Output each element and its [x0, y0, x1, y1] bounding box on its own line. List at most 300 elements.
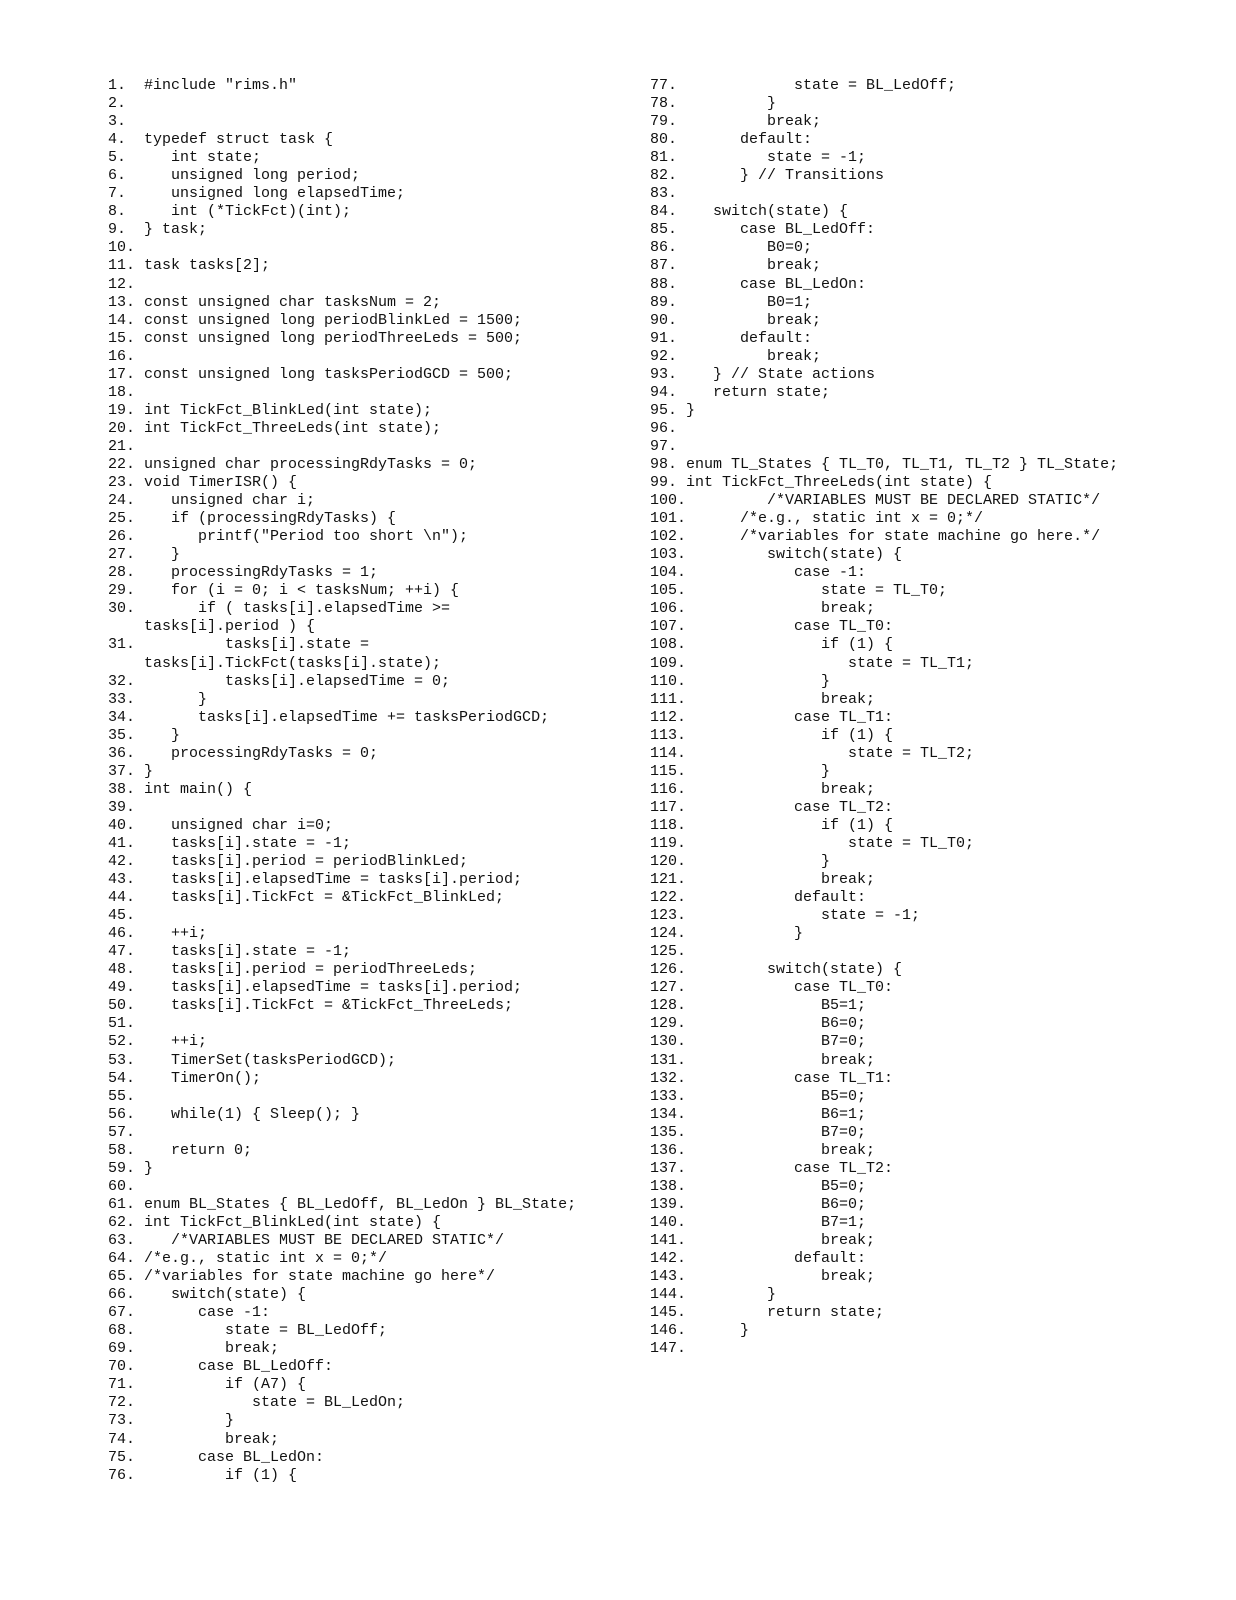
line-number: 48. [108, 961, 136, 979]
line-number: 65. [108, 1268, 136, 1286]
line-number: 24. [108, 492, 136, 510]
line-code: switch(state) { [144, 1286, 307, 1304]
line-number: 114. [650, 744, 687, 762]
line-code: B7=0; [686, 1123, 867, 1141]
code-line [108, 1015, 638, 1033]
line-number: 123. [650, 907, 687, 925]
line-code: tasks[i].elapsedTime += tasksPeriodGCD; [144, 708, 550, 726]
code-line [108, 943, 638, 961]
code-line [108, 655, 638, 673]
line-number: 133. [650, 1087, 687, 1105]
code-line [108, 1431, 638, 1449]
code-line [650, 582, 1210, 600]
code-line [650, 1142, 1210, 1160]
line-number: 20. [108, 419, 136, 437]
line-number: 107. [650, 618, 687, 636]
code-line [650, 1250, 1210, 1268]
line-code: B5=0; [686, 1087, 867, 1105]
line-number: 47. [108, 943, 136, 961]
code-line [650, 384, 1210, 402]
line-number: 112. [650, 708, 687, 726]
code-line [108, 1304, 638, 1322]
line-number: 81. [650, 149, 678, 167]
line-code: break; [686, 1141, 876, 1159]
line-number: 125. [650, 943, 687, 961]
line-code: processingRdyTasks = 0; [144, 744, 379, 762]
code-line [650, 727, 1210, 745]
line-number: 49. [108, 979, 136, 997]
line-number: 73. [108, 1412, 136, 1430]
line-number: 25. [108, 510, 136, 528]
code-line [650, 1286, 1210, 1304]
line-code: case TL_T2: [686, 1159, 894, 1177]
code-line [650, 1052, 1210, 1070]
code-line [650, 745, 1210, 763]
line-code [144, 239, 638, 257]
line-number: 77. [650, 77, 678, 94]
code-line [108, 817, 638, 835]
code-line [108, 348, 638, 366]
code-line [108, 1106, 638, 1124]
line-number: 28. [108, 564, 136, 582]
line-code: default: [686, 131, 813, 149]
code-line [108, 1250, 638, 1268]
code-line [650, 1160, 1210, 1178]
code-line [108, 294, 638, 312]
line-number: 144. [650, 1286, 687, 1304]
line-code: } // State actions [686, 365, 876, 383]
line-code [144, 799, 638, 817]
line-code: int (*TickFct)(int); [144, 203, 352, 221]
code-line [108, 763, 638, 781]
code-line [108, 1232, 638, 1250]
line-code [144, 1015, 638, 1033]
line-number: 12. [108, 275, 136, 293]
code-line [108, 835, 638, 853]
line-number: 39. [108, 798, 136, 816]
code-line [108, 889, 638, 907]
code-line [108, 257, 638, 275]
line-code: tasks[i].elapsedTime = 0; [144, 672, 451, 690]
line-number: 19. [108, 401, 136, 419]
line-number: 71. [108, 1376, 136, 1394]
code-line [108, 600, 638, 618]
line-code: break; [686, 871, 876, 889]
line-number: 97. [650, 437, 678, 455]
code-line [650, 673, 1210, 691]
line-code: } // Transitions [686, 167, 885, 185]
line-number: 46. [108, 925, 136, 943]
line-number: 4. [108, 131, 127, 149]
line-code: B6=1; [686, 1105, 867, 1123]
code-line [650, 113, 1210, 131]
code-line [108, 95, 638, 113]
code-line [650, 889, 1210, 907]
line-code: case -1: [686, 564, 867, 582]
code-line [108, 618, 638, 636]
line-number: 36. [108, 744, 136, 762]
line-code: if (1) { [686, 726, 894, 744]
line-number: 59. [108, 1159, 136, 1177]
line-number: 93. [650, 365, 678, 383]
line-number: 119. [650, 834, 687, 852]
code-line [108, 745, 638, 763]
code-line [108, 979, 638, 997]
line-code: task tasks[2]; [144, 257, 271, 275]
line-number: 86. [650, 239, 678, 257]
line-number: 52. [108, 1033, 136, 1051]
code-line [650, 420, 1210, 438]
code-line [650, 979, 1210, 997]
code-line [650, 1214, 1210, 1232]
line-number: 8. [108, 203, 127, 221]
line-code [144, 907, 638, 925]
code-line [108, 239, 638, 257]
line-code: switch(state) { [686, 961, 903, 979]
line-number: 111. [650, 690, 687, 708]
code-line [108, 276, 638, 294]
line-code [144, 438, 638, 456]
line-code: return state; [686, 383, 831, 401]
line-number: 109. [650, 654, 687, 672]
code-line [108, 564, 638, 582]
line-number: 43. [108, 871, 136, 889]
line-code: return 0; [144, 1141, 253, 1159]
code-line [650, 709, 1210, 727]
line-code: break; [686, 113, 822, 131]
line-code: state = BL_LedOff; [686, 77, 957, 94]
line-number: 80. [650, 131, 678, 149]
line-code: ++i; [144, 1033, 208, 1051]
line-code: switch(state) { [686, 203, 849, 221]
line-number: 51. [108, 1015, 136, 1033]
line-code: } [686, 401, 696, 419]
code-line [650, 203, 1210, 221]
line-number: 130. [650, 1033, 687, 1051]
line-code: if (1) { [686, 816, 894, 834]
line-code [686, 185, 1210, 203]
line-code: /*variables for state machine go here*/ [144, 1268, 496, 1286]
line-code: TimerSet(tasksPeriodGCD); [144, 1051, 397, 1069]
line-code: case TL_T2: [686, 798, 894, 816]
code-line [650, 997, 1210, 1015]
line-code: case TL_T0: [686, 979, 894, 997]
code-line [108, 546, 638, 564]
line-code [686, 943, 1210, 961]
code-line [650, 528, 1210, 546]
line-number: 90. [650, 311, 678, 329]
line-number: 70. [108, 1358, 136, 1376]
line-code: case -1: [144, 1304, 271, 1322]
line-code: case TL_T1: [686, 1069, 894, 1087]
line-code: B0=1; [686, 293, 813, 311]
line-code: tasks[i].state = -1; [144, 834, 352, 852]
line-number: 37. [108, 762, 136, 780]
code-line [650, 600, 1210, 618]
line-number: 41. [108, 834, 136, 852]
line-number: 26. [108, 528, 136, 546]
code-line [108, 1033, 638, 1051]
line-number: 42. [108, 853, 136, 871]
line-number: 91. [650, 329, 678, 347]
line-code: } [686, 762, 831, 780]
line-number: 96. [650, 419, 678, 437]
line-code: B5=1; [686, 997, 867, 1015]
line-number: 132. [650, 1069, 687, 1087]
line-number: 131. [650, 1051, 687, 1069]
line-number: 64. [108, 1250, 136, 1268]
line-number: 121. [650, 871, 687, 889]
line-number: 63. [108, 1232, 136, 1249]
line-number: 53. [108, 1051, 136, 1069]
code-line [650, 1124, 1210, 1142]
line-code: } [144, 546, 181, 564]
code-line [650, 276, 1210, 294]
code-line [108, 1178, 638, 1196]
line-number: 44. [108, 889, 136, 907]
line-code: typedef struct task { [144, 131, 334, 149]
code-line [108, 1196, 638, 1214]
code-line [650, 1322, 1210, 1340]
line-code: case BL_LedOn: [144, 1448, 325, 1466]
code-line [108, 492, 638, 510]
line-code: /*VARIABLES MUST BE DECLARED STATIC*/ [144, 1232, 505, 1249]
line-code: break; [686, 1268, 876, 1286]
line-code [144, 113, 638, 131]
line-number: 17. [108, 365, 136, 383]
line-number: 99. [650, 474, 678, 492]
code-line [650, 853, 1210, 871]
code-line [108, 781, 638, 799]
line-code: break; [686, 690, 876, 708]
code-line [650, 510, 1210, 528]
code-line [650, 1033, 1210, 1051]
line-number: 82. [650, 167, 678, 185]
line-number: 137. [650, 1159, 687, 1177]
line-code: break; [144, 1430, 280, 1448]
code-line [108, 167, 638, 185]
line-number: 7. [108, 185, 127, 203]
line-code [686, 438, 1210, 456]
line-number: 35. [108, 726, 136, 744]
line-number: 40. [108, 816, 136, 834]
line-number: 34. [108, 708, 136, 726]
line-code: if (processingRdyTasks) { [144, 510, 397, 528]
line-number: 113. [650, 726, 687, 744]
line-code [144, 276, 638, 294]
code-line [650, 366, 1210, 384]
line-number: 87. [650, 257, 678, 275]
line-code: state = TL_T2; [686, 744, 975, 762]
line-number: 62. [108, 1213, 136, 1231]
line-code [144, 348, 638, 366]
line-code: /*e.g., static int x = 0;*/ [686, 510, 984, 528]
line-code: unsigned char i; [144, 492, 316, 510]
code-line [650, 1106, 1210, 1124]
line-number: 32. [108, 672, 136, 690]
line-code: /*VARIABLES MUST BE DECLARED STATIC*/ [686, 492, 1101, 510]
line-code: int main() { [144, 780, 253, 798]
code-line [108, 907, 638, 925]
code-line [108, 1449, 638, 1467]
code-line [108, 149, 638, 167]
line-number: 69. [108, 1340, 136, 1358]
line-number: 129. [650, 1015, 687, 1033]
line-code: int TickFct_ThreeLeds(int state); [144, 419, 442, 437]
line-number: 117. [650, 798, 687, 816]
line-code: state = BL_LedOff; [144, 1322, 388, 1340]
line-code: B5=0; [686, 1177, 867, 1195]
line-number: 140. [650, 1213, 687, 1231]
line-code: B6=0; [686, 1015, 867, 1033]
code-line [650, 817, 1210, 835]
code-line [108, 1286, 638, 1304]
line-number: 85. [650, 221, 678, 239]
line-code: while(1) { Sleep(); } [144, 1105, 361, 1123]
line-number: 118. [650, 816, 687, 834]
line-number: 33. [108, 690, 136, 708]
code-line [650, 456, 1210, 474]
code-line [108, 1070, 638, 1088]
code-line [650, 131, 1210, 149]
line-number: 13. [108, 293, 136, 311]
line-number: 103. [650, 546, 687, 564]
code-line [650, 655, 1210, 673]
code-line [650, 691, 1210, 709]
line-code: tasks[i].period = periodBlinkLed; [144, 853, 469, 871]
line-code: break; [686, 1051, 876, 1069]
line-number: 30. [108, 600, 136, 618]
line-number: 2. [108, 95, 127, 113]
line-code: void TimerISR() { [144, 474, 298, 492]
code-line [108, 1088, 638, 1106]
code-line [650, 438, 1210, 456]
line-code: state = -1; [686, 149, 867, 167]
line-code: break; [686, 600, 876, 618]
line-code: default: [686, 1250, 867, 1268]
line-code: enum TL_States { TL_T0, TL_T1, TL_T2 } TL_State; [686, 455, 1119, 473]
line-code: case TL_T1: [686, 708, 894, 726]
line-code: default: [686, 889, 867, 907]
code-line [650, 77, 1210, 95]
line-number: 16. [108, 347, 136, 365]
line-code: break; [686, 347, 822, 365]
line-number: 101. [650, 510, 687, 528]
code-line [108, 438, 638, 456]
line-number [108, 655, 144, 673]
line-code: const unsigned long tasksPeriodGCD = 500; [144, 365, 514, 383]
line-number: 141. [650, 1232, 687, 1249]
line-code: if ( tasks[i].elapsedTime >= [144, 600, 451, 618]
line-code: } [144, 1159, 154, 1177]
code-line [108, 1340, 638, 1358]
line-number: 27. [108, 546, 136, 564]
code-line [650, 835, 1210, 853]
line-number: 55. [108, 1087, 136, 1105]
code-line [650, 1196, 1210, 1214]
line-code: } [686, 1322, 750, 1340]
code-line [650, 221, 1210, 239]
code-line [108, 402, 638, 420]
line-number: 116. [650, 780, 687, 798]
line-number: 67. [108, 1304, 136, 1322]
code-line [108, 1376, 638, 1394]
code-line [108, 1394, 638, 1412]
code-line [650, 348, 1210, 366]
line-code: } [144, 1412, 235, 1430]
line-number: 72. [108, 1394, 136, 1412]
code-line [108, 673, 638, 691]
line-number: 147. [650, 1340, 687, 1358]
line-code [144, 1178, 638, 1196]
code-line [108, 1142, 638, 1160]
line-number: 22. [108, 455, 136, 473]
line-number: 6. [108, 167, 127, 185]
line-number: 11. [108, 257, 136, 275]
code-line [108, 1358, 638, 1376]
code-line [650, 546, 1210, 564]
line-number: 122. [650, 889, 687, 907]
code-line [650, 185, 1210, 203]
line-number: 61. [108, 1195, 136, 1213]
code-line [108, 871, 638, 889]
line-number: 124. [650, 925, 687, 943]
line-code: B0=0; [686, 239, 813, 257]
line-code: break; [686, 257, 822, 275]
line-number: 15. [108, 329, 136, 347]
code-line [650, 564, 1210, 582]
line-code: } [686, 925, 804, 943]
line-number: 74. [108, 1430, 136, 1448]
code-line [108, 1412, 638, 1430]
line-code [686, 1340, 1210, 1358]
line-code: unsigned char i=0; [144, 816, 334, 834]
line-code: /*variables for state machine go here.*/ [686, 528, 1101, 546]
code-line [650, 149, 1210, 167]
line-code: const unsigned long periodThreeLeds = 500; [144, 329, 523, 347]
line-number: 68. [108, 1322, 136, 1340]
line-number: 104. [650, 564, 687, 582]
line-number: 84. [650, 203, 678, 221]
line-code: B6=0; [686, 1195, 867, 1213]
code-line [650, 1232, 1210, 1250]
line-number: 5. [108, 149, 127, 167]
line-code: case BL_LedOn: [686, 275, 867, 293]
code-line [650, 1070, 1210, 1088]
line-code: state = TL_T1; [686, 654, 975, 672]
code-line [650, 1178, 1210, 1196]
code-line [108, 636, 638, 654]
line-number [108, 618, 144, 636]
code-line [650, 330, 1210, 348]
line-number: 105. [650, 582, 687, 600]
code-line [650, 474, 1210, 492]
line-code: B7=0; [686, 1033, 867, 1051]
line-code: unsigned long period; [144, 167, 361, 185]
line-code: } [686, 1286, 777, 1304]
line-code: tasks[i].TickFct = &TickFct_ThreeLeds; [144, 997, 514, 1015]
line-number: 143. [650, 1268, 687, 1286]
line-code: const unsigned char tasksNum = 2; [144, 293, 442, 311]
line-number: 10. [108, 239, 136, 257]
line-code: case BL_LedOff: [686, 221, 876, 239]
line-number: 78. [650, 95, 678, 113]
line-number: 58. [108, 1141, 136, 1159]
line-code [686, 420, 1210, 438]
line-number: 95. [650, 401, 678, 419]
line-number: 98. [650, 455, 678, 473]
code-line [650, 1268, 1210, 1286]
